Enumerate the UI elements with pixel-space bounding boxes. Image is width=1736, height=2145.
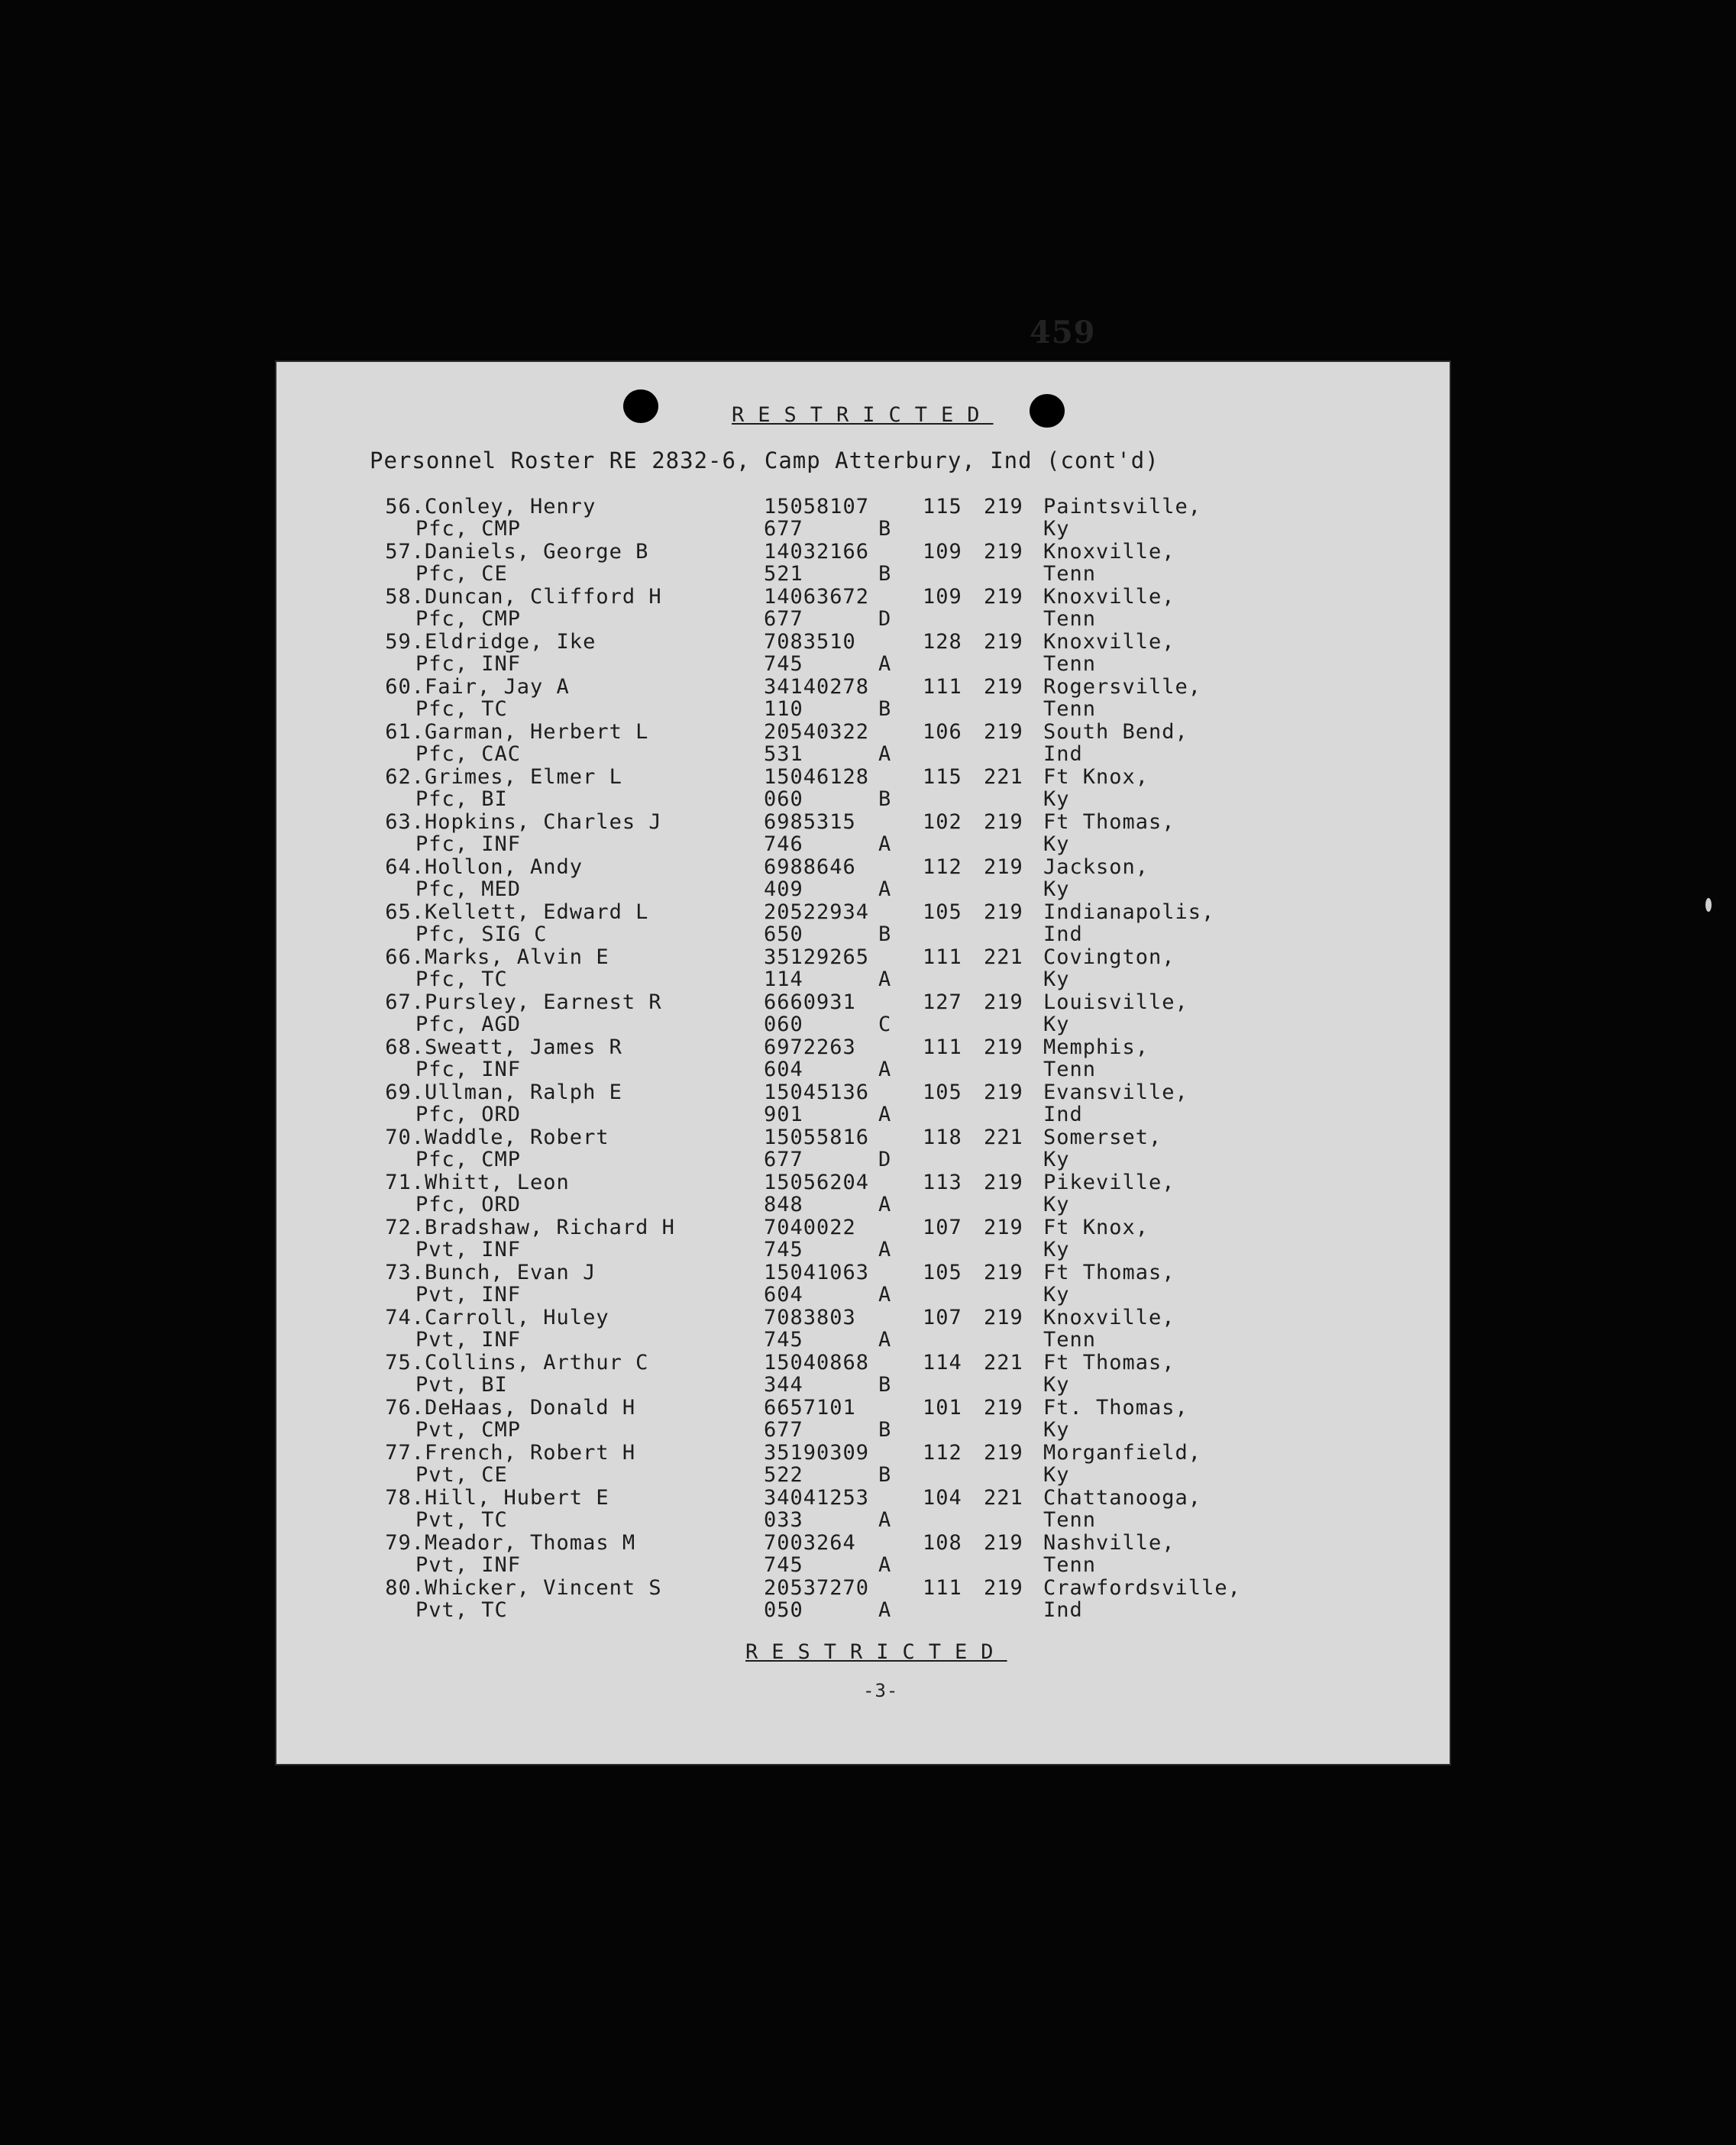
entry-component: B [878, 1463, 892, 1487]
entry-name: Conley, Henry [425, 495, 596, 518]
entry-serial: 15058107 [764, 495, 870, 518]
entry-state: Ky [1043, 1418, 1070, 1442]
entry-name: Whitt, Leon [425, 1171, 570, 1194]
entry-component: A [878, 1058, 892, 1081]
entry-rank: Pvt, CMP [415, 1418, 522, 1442]
entry-code-2: 219 [984, 990, 1023, 1014]
roster-entry [275, 675, 1451, 720]
entry-mos: 033 [764, 1508, 803, 1532]
entry-rank: Pfc, CAC [415, 742, 522, 766]
entry-state: Tenn [1043, 652, 1097, 676]
entry-serial: 15045136 [764, 1081, 870, 1104]
entry-number: 77. [385, 1441, 425, 1465]
entry-code-2: 219 [984, 1576, 1023, 1600]
entry-rank: Pfc, INF [415, 652, 522, 676]
entry-code-2: 219 [984, 1216, 1023, 1239]
entry-serial: 6985315 [764, 810, 856, 834]
roster-entry [275, 1441, 1451, 1486]
entry-rank: Pfc, AGD [415, 1013, 522, 1036]
entry-code-2: 219 [984, 1035, 1023, 1059]
entry-code-2: 219 [984, 675, 1023, 699]
entry-name: Marks, Alvin E [425, 945, 609, 969]
entry-serial: 34041253 [764, 1486, 870, 1510]
roster-heading: Personnel Roster RE 2832-6, Camp Atterbury, Ind (cont'd) [370, 447, 1159, 473]
roster-entry [275, 540, 1451, 585]
entry-component: A [878, 832, 892, 856]
entry-code-1: 115 [923, 765, 962, 789]
entry-code-2: 219 [984, 495, 1023, 518]
entry-component: D [878, 1148, 892, 1171]
entry-name: Duncan, Clifford H [425, 585, 662, 609]
entry-code-1: 105 [923, 1261, 962, 1284]
entry-mos: 901 [764, 1103, 803, 1126]
entry-code-2: 219 [984, 1531, 1023, 1555]
entry-mos: 114 [764, 968, 803, 991]
roster-page [275, 360, 1451, 1765]
entry-code-2: 219 [984, 630, 1023, 654]
roster-entry [275, 585, 1451, 630]
entry-code-2: 221 [984, 1126, 1023, 1149]
entry-serial: 15046128 [764, 765, 870, 789]
entry-number: 80. [385, 1576, 425, 1600]
entry-state: Tenn [1043, 697, 1097, 721]
entry-mos: 677 [764, 517, 803, 541]
roster-entry [275, 1576, 1451, 1621]
roster-entry [275, 945, 1451, 990]
entry-city: Knoxville, [1043, 1306, 1175, 1329]
entry-component: B [878, 562, 892, 586]
entry-mos: 745 [764, 1238, 803, 1261]
entry-number: 68. [385, 1035, 425, 1059]
entry-number: 69. [385, 1081, 425, 1104]
entry-serial: 6988646 [764, 855, 856, 879]
entry-component: A [878, 742, 892, 766]
entry-code-2: 219 [984, 900, 1023, 924]
entry-name: French, Robert H [425, 1441, 636, 1465]
entry-number: 63. [385, 810, 425, 834]
entry-serial: 20537270 [764, 1576, 870, 1600]
roster-entry [275, 495, 1451, 540]
entry-code-1: 127 [923, 990, 962, 1014]
entry-number: 65. [385, 900, 425, 924]
entry-mos: 521 [764, 562, 803, 586]
entry-mos: 745 [764, 1328, 803, 1352]
entry-code-2: 219 [984, 1081, 1023, 1104]
entry-code-2: 219 [984, 720, 1023, 744]
entry-city: Jackson, [1043, 855, 1149, 879]
entry-city: Crawfordsville, [1043, 1576, 1241, 1600]
entry-mos: 050 [764, 1598, 803, 1622]
entry-serial: 7083510 [764, 630, 856, 654]
entry-mos: 745 [764, 652, 803, 676]
entry-number: 72. [385, 1216, 425, 1239]
entry-name: Fair, Jay A [425, 675, 570, 699]
entry-code-1: 105 [923, 1081, 962, 1104]
entry-rank: Pfc, CMP [415, 1148, 522, 1171]
entry-component: B [878, 922, 892, 946]
restricted-footer: RESTRICTED [745, 1640, 1007, 1664]
entry-city: Ft Knox, [1043, 1216, 1149, 1239]
entry-state: Ky [1043, 1238, 1070, 1261]
entry-state: Tenn [1043, 607, 1097, 631]
entry-code-1: 112 [923, 855, 962, 879]
entry-city: Ft. Thomas, [1043, 1396, 1188, 1420]
entry-rank: Pvt, BI [415, 1373, 508, 1397]
entry-number: 62. [385, 765, 425, 789]
entry-name: DeHaas, Donald H [425, 1396, 636, 1420]
entry-state: Tenn [1043, 1058, 1097, 1081]
entry-component: A [878, 652, 892, 676]
entry-serial: 34140278 [764, 675, 870, 699]
entry-code-1: 111 [923, 1035, 962, 1059]
entry-name: Bunch, Evan J [425, 1261, 596, 1284]
entry-code-1: 106 [923, 720, 962, 744]
entry-rank: Pfc, TC [415, 968, 508, 991]
entry-name: Eldridge, Ike [425, 630, 596, 654]
entry-serial: 7003264 [764, 1531, 856, 1555]
roster-entry [275, 900, 1451, 945]
entry-city: Morganfield, [1043, 1441, 1202, 1465]
stamped-page-number: 459 [1030, 315, 1096, 351]
entry-serial: 7040022 [764, 1216, 856, 1239]
entry-number: 70. [385, 1126, 425, 1149]
entry-state: Ky [1043, 1283, 1070, 1307]
entry-city: Covington, [1043, 945, 1175, 969]
entry-component: B [878, 517, 892, 541]
entry-serial: 35190309 [764, 1441, 870, 1465]
entry-state: Tenn [1043, 1328, 1097, 1352]
entry-rank: Pvt, CE [415, 1463, 508, 1487]
entry-name: Collins, Arthur C [425, 1351, 649, 1375]
roster-entry [275, 1306, 1451, 1351]
entry-name: Ullman, Ralph E [425, 1081, 622, 1104]
entry-name: Bradshaw, Richard H [425, 1216, 675, 1239]
roster-entry [275, 1216, 1451, 1261]
entry-state: Ky [1043, 517, 1070, 541]
entry-mos: 848 [764, 1193, 803, 1216]
entry-rank: Pvt, TC [415, 1598, 508, 1622]
entry-rank: Pfc, INF [415, 1058, 522, 1081]
entry-name: Carroll, Huley [425, 1306, 609, 1329]
entry-code-2: 219 [984, 855, 1023, 879]
entry-code-1: 113 [923, 1171, 962, 1194]
entry-city: Knoxville, [1043, 585, 1175, 609]
entry-state: Ky [1043, 832, 1070, 856]
roster-entry [275, 810, 1451, 855]
entry-city: South Bend, [1043, 720, 1188, 744]
entry-code-1: 118 [923, 1126, 962, 1149]
entry-state: Ky [1043, 1373, 1070, 1397]
entry-city: Ft Thomas, [1043, 1351, 1175, 1375]
entry-state: Ind [1043, 1103, 1083, 1126]
entry-state: Ky [1043, 1148, 1070, 1171]
entry-serial: 14063672 [764, 585, 870, 609]
entry-code-2: 219 [984, 810, 1023, 834]
entry-name: Meador, Thomas M [425, 1531, 636, 1555]
entry-rank: Pvt, INF [415, 1238, 522, 1261]
entry-serial: 20522934 [764, 900, 870, 924]
entry-number: 75. [385, 1351, 425, 1375]
entry-rank: Pvt, INF [415, 1553, 522, 1577]
entry-code-2: 219 [984, 1306, 1023, 1329]
entry-code-2: 219 [984, 1261, 1023, 1284]
entry-number: 66. [385, 945, 425, 969]
entry-mos: 677 [764, 1148, 803, 1171]
film-speck [1705, 898, 1712, 912]
entry-state: Tenn [1043, 1508, 1097, 1532]
roster-entry [275, 990, 1451, 1035]
entry-serial: 6657101 [764, 1396, 856, 1420]
entry-number: 60. [385, 675, 425, 699]
entry-mos: 344 [764, 1373, 803, 1397]
entry-mos: 604 [764, 1283, 803, 1307]
entry-city: Indianapolis, [1043, 900, 1215, 924]
entry-code-2: 219 [984, 1441, 1023, 1465]
entry-component: A [878, 1328, 892, 1352]
entry-city: Ft Knox, [1043, 765, 1149, 789]
entry-serial: 15041063 [764, 1261, 870, 1284]
entry-code-1: 104 [923, 1486, 962, 1510]
entry-state: Ind [1043, 742, 1083, 766]
entry-serial: 14032166 [764, 540, 870, 564]
roster-entry [275, 630, 1451, 675]
roster-entry [275, 1261, 1451, 1306]
entry-state: Ky [1043, 1463, 1070, 1487]
entry-mos: 110 [764, 697, 803, 721]
entry-component: A [878, 877, 892, 901]
entry-city: Evansville, [1043, 1081, 1188, 1104]
entry-number: 71. [385, 1171, 425, 1194]
entry-number: 57. [385, 540, 425, 564]
entry-state: Ind [1043, 1598, 1083, 1622]
entry-state: Ky [1043, 1013, 1070, 1036]
entry-rank: Pfc, CMP [415, 517, 522, 541]
entry-name: Grimes, Elmer L [425, 765, 622, 789]
entry-code-1: 112 [923, 1441, 962, 1465]
entry-serial: 35129265 [764, 945, 870, 969]
entry-component: A [878, 1598, 892, 1622]
entry-rank: Pfc, MED [415, 877, 522, 901]
entry-code-2: 221 [984, 945, 1023, 969]
entry-city: Rogersville, [1043, 675, 1202, 699]
entry-city: Somerset, [1043, 1126, 1162, 1149]
entry-component: B [878, 697, 892, 721]
entry-mos: 409 [764, 877, 803, 901]
roster-entry [275, 1081, 1451, 1126]
entry-state: Ind [1043, 922, 1083, 946]
entry-city: Knoxville, [1043, 630, 1175, 654]
entry-state: Ky [1043, 787, 1070, 811]
entry-component: A [878, 1103, 892, 1126]
roster-entry [275, 1171, 1451, 1216]
punch-hole-left [623, 389, 658, 423]
entry-code-2: 219 [984, 540, 1023, 564]
entry-city: Nashville, [1043, 1531, 1175, 1555]
entry-mos: 604 [764, 1058, 803, 1081]
entry-city: Ft Thomas, [1043, 810, 1175, 834]
roster-entry [275, 1531, 1451, 1576]
entry-code-1: 111 [923, 1576, 962, 1600]
entry-component: C [878, 1013, 892, 1036]
entry-component: B [878, 787, 892, 811]
entry-serial: 6660931 [764, 990, 856, 1014]
entry-serial: 7083803 [764, 1306, 856, 1329]
entry-mos: 745 [764, 1553, 803, 1577]
entry-code-2: 219 [984, 1171, 1023, 1194]
restricted-header: RESTRICTED [732, 403, 994, 427]
entry-code-1: 128 [923, 630, 962, 654]
roster-entry [275, 720, 1451, 765]
entry-number: 74. [385, 1306, 425, 1329]
entry-state: Ky [1043, 968, 1070, 991]
punch-hole-right [1030, 394, 1065, 428]
entry-code-1: 107 [923, 1306, 962, 1329]
entry-name: Pursley, Earnest R [425, 990, 662, 1014]
entry-number: 78. [385, 1486, 425, 1510]
entry-name: Hollon, Andy [425, 855, 584, 879]
entry-number: 61. [385, 720, 425, 744]
entry-code-1: 115 [923, 495, 962, 518]
roster-entry [275, 1035, 1451, 1081]
entry-city: Chattanooga, [1043, 1486, 1202, 1510]
entry-rank: Pfc, CE [415, 562, 508, 586]
entry-component: B [878, 1418, 892, 1442]
entry-rank: Pfc, ORD [415, 1103, 522, 1126]
entry-number: 73. [385, 1261, 425, 1284]
entry-number: 58. [385, 585, 425, 609]
entry-serial: 20540322 [764, 720, 870, 744]
entry-name: Garman, Herbert L [425, 720, 649, 744]
entry-component: A [878, 1193, 892, 1216]
entry-rank: Pfc, INF [415, 832, 522, 856]
entry-rank: Pfc, CMP [415, 607, 522, 631]
entry-name: Hopkins, Charles J [425, 810, 662, 834]
entry-number: 64. [385, 855, 425, 879]
entry-code-2: 221 [984, 1351, 1023, 1375]
entry-rank: Pfc, SIG C [415, 922, 548, 946]
entry-component: A [878, 1553, 892, 1577]
entry-name: Sweatt, James R [425, 1035, 622, 1059]
entry-mos: 522 [764, 1463, 803, 1487]
entry-name: Whicker, Vincent S [425, 1576, 662, 1600]
entry-number: 56. [385, 495, 425, 518]
entry-serial: 6972263 [764, 1035, 856, 1059]
entry-number: 76. [385, 1396, 425, 1420]
entry-serial: 15056204 [764, 1171, 870, 1194]
entry-component: D [878, 607, 892, 631]
entry-name: Daniels, George B [425, 540, 649, 564]
entry-rank: Pfc, ORD [415, 1193, 522, 1216]
entry-code-2: 221 [984, 765, 1023, 789]
roster-entry [275, 1351, 1451, 1396]
entry-name: Waddle, Robert [425, 1126, 609, 1149]
entry-city: Memphis, [1043, 1035, 1149, 1059]
entry-code-1: 114 [923, 1351, 962, 1375]
entry-city: Paintsville, [1043, 495, 1202, 518]
entry-mos: 531 [764, 742, 803, 766]
entry-code-1: 109 [923, 540, 962, 564]
entry-state: Tenn [1043, 1553, 1097, 1577]
entry-mos: 677 [764, 607, 803, 631]
entry-rank: Pvt, TC [415, 1508, 508, 1532]
entry-code-2: 219 [984, 585, 1023, 609]
roster-entry [275, 1126, 1451, 1171]
entry-rank: Pvt, INF [415, 1283, 522, 1307]
entry-state: Tenn [1043, 562, 1097, 586]
entry-city: Pikeville, [1043, 1171, 1175, 1194]
roster-entry [275, 1486, 1451, 1531]
entry-serial: 15040868 [764, 1351, 870, 1375]
entry-code-1: 102 [923, 810, 962, 834]
entry-city: Knoxville, [1043, 540, 1175, 564]
entry-mos: 746 [764, 832, 803, 856]
entry-component: A [878, 1238, 892, 1261]
entry-code-2: 219 [984, 1396, 1023, 1420]
entry-rank: Pfc, TC [415, 697, 508, 721]
entry-code-1: 105 [923, 900, 962, 924]
entry-mos: 060 [764, 1013, 803, 1036]
entry-rank: Pfc, BI [415, 787, 508, 811]
entry-city: Ft Thomas, [1043, 1261, 1175, 1284]
entry-number: 67. [385, 990, 425, 1014]
entry-mos: 677 [764, 1418, 803, 1442]
entry-serial: 15055816 [764, 1126, 870, 1149]
entry-code-1: 101 [923, 1396, 962, 1420]
entry-component: A [878, 1283, 892, 1307]
entry-state: Ky [1043, 1193, 1070, 1216]
entry-number: 79. [385, 1531, 425, 1555]
roster-entry [275, 855, 1451, 900]
entry-component: B [878, 1373, 892, 1397]
entry-code-2: 221 [984, 1486, 1023, 1510]
entry-state: Ky [1043, 877, 1070, 901]
entry-code-1: 108 [923, 1531, 962, 1555]
roster-entry [275, 1396, 1451, 1441]
entry-mos: 650 [764, 922, 803, 946]
entry-city: Louisville, [1043, 990, 1188, 1014]
entry-rank: Pvt, INF [415, 1328, 522, 1352]
entry-mos: 060 [764, 787, 803, 811]
entry-code-1: 109 [923, 585, 962, 609]
entry-code-1: 107 [923, 1216, 962, 1239]
footer-page-number: -3- [863, 1680, 899, 1701]
entry-number: 59. [385, 630, 425, 654]
roster-entry [275, 765, 1451, 810]
entry-component: A [878, 1508, 892, 1532]
entry-code-1: 111 [923, 945, 962, 969]
entry-component: A [878, 968, 892, 991]
entry-name: Hill, Hubert E [425, 1486, 609, 1510]
entry-code-1: 111 [923, 675, 962, 699]
entry-name: Kellett, Edward L [425, 900, 649, 924]
